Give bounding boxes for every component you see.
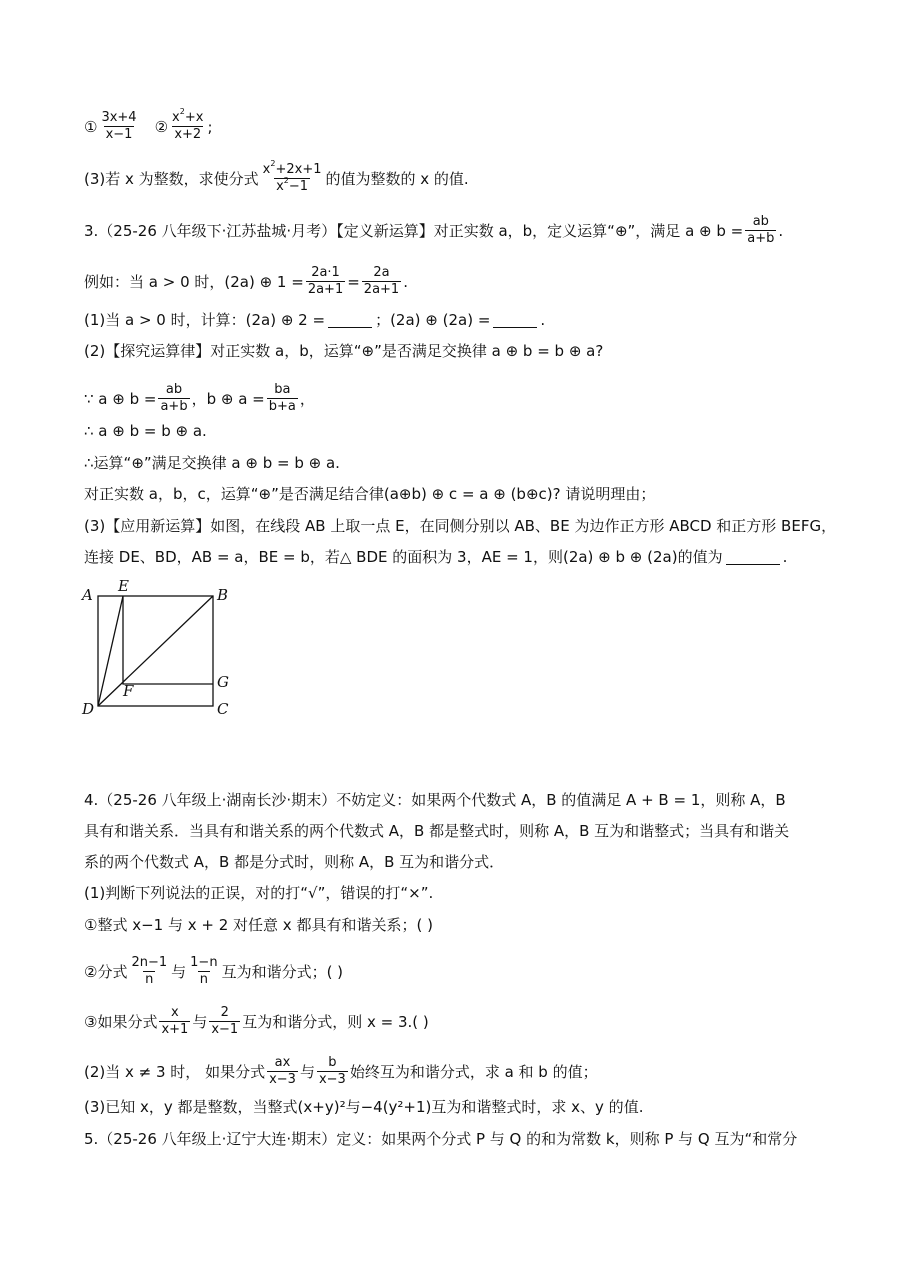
- answer-blank-2[interactable]: [493, 313, 537, 328]
- q4-item-1: ①整式 x−1 与 x + 2 对任意 x 都具有和谐关系；( ): [84, 916, 433, 934]
- q2-part3-line: (3)若 x 为整数，求使分式 $\frac{x^2+2x+1}{x^2-1}$ 的值为整数的 x 的值.: [84, 158, 469, 194]
- q2-part1-line: ① $\frac{3x+4}{x-1}$ ② $\frac{x^2+x}{x+2}$ ;: [84, 106, 213, 142]
- q3-title-line: 3.（25-26 八年级下·江苏盐城·月考）【定义新运算】对正实数 a，b，定义运算“⊕”，满足 a ⊕ b = $\frac{ab}{a+b}$ .: [84, 214, 784, 246]
- q4-part2-fraction-2: $\frac{b}{x-3}$: [318, 1055, 346, 1087]
- q3-therefore-line-1: ∴ a ⊕ b = b ⊕ a.: [84, 422, 207, 440]
- q3-part3-line-2: 连接 DE、BD，AB = a，BE = b，若△ BDE 的面积为 3，AE = 1，则(2a) ⊕ b ⊕ (2a)的值为 .: [84, 548, 788, 566]
- q4-part2-fraction-1: $\frac{ax}{x-3}$: [269, 1055, 296, 1087]
- q3-example-fraction-1: $\frac{2a\cdot 1}{2a+1}$: [307, 265, 344, 297]
- q4-part1-line: (1)判断下列说法的正误，对的打“√”，错误的打“×”.: [84, 884, 434, 902]
- q4-item3-fraction-2: $\frac{2}{x-1}$: [211, 1005, 239, 1037]
- segment-db: [98, 596, 213, 706]
- q3-part2-line: (2)【探究运算律】对正实数 a，b，运算“⊕”是否满足交换律 a ⊕ b = b ⊕ a?: [84, 342, 604, 360]
- point-label-f: F: [123, 682, 134, 700]
- point-label-e: E: [118, 577, 129, 595]
- segment-de: [98, 596, 123, 706]
- point-label-b: B: [217, 586, 229, 604]
- q3-because-fraction-1: $\frac{ab}{a+b}$: [160, 382, 188, 414]
- q2-fraction-1: $\frac{3x+4}{x-1}$: [101, 110, 137, 142]
- q3-because-fraction-2: $\frac{ba}{b+a}$: [268, 382, 296, 414]
- answer-blank-3[interactable]: [726, 550, 780, 565]
- point-label-d: D: [82, 700, 95, 718]
- q4-item3-fraction-1: $\frac{x}{x+1}$: [161, 1005, 189, 1037]
- q5-line-1: 5.（25-26 八年级上·辽宁大连·期末）定义：如果两个分式 P 与 Q 的和为常数 k，则称 P 与 Q 互为“和常分: [84, 1130, 798, 1148]
- q3-example-fraction-2: $\frac{2a}{2a+1}$: [363, 265, 400, 297]
- point-label-c: C: [217, 700, 229, 718]
- q4-line-2: 具有和谐关系．当具有和谐关系的两个代数式 A，B 都是整式时，则称 A，B 互为和谐整式；当具有和谐关: [84, 822, 790, 840]
- point-label-a: A: [82, 586, 93, 604]
- q3-example-line: 例如：当 a > 0 时，(2a) ⊕ 1 = $\frac{2a\cdot 1}{2a+1}$ = $\frac{2a}{2a+1}$ .: [84, 265, 408, 297]
- q2-fraction-2: $\frac{x^2+x}{x+2}$: [172, 106, 204, 142]
- q3-definition-fraction: $\frac{ab}{a+b}$: [747, 214, 775, 246]
- q4-part3-line: (3)已知 x，y 都是整数，当整式(x+y)²与−4(y²+1)互为和谐整式时，求 x、y 的值.: [84, 1098, 644, 1116]
- q4-part2-line: (2)当 x ≠ 3 时， 如果分式 $\frac{ax}{x-3}$ 与 $\frac{b}{x-3}$ 始终互为和谐分式，求 a 和 b 的值；: [84, 1055, 598, 1087]
- q4-item2-fraction-1: $\frac{2n-1}{n}$: [131, 955, 168, 987]
- point-label-g: G: [217, 673, 229, 691]
- q3-associative-line: 对正实数 a，b，c，运算“⊕”是否满足结合律(a⊕b) ⊕ c = a ⊕ (b⊕c)? 请说明理由；: [84, 485, 656, 503]
- q2-part3-fraction: $\frac{x^2+2x+1}{x^2-1}$: [262, 158, 322, 194]
- answer-blank-1[interactable]: [328, 313, 372, 328]
- q4-line-3: 系的两个代数式 A，B 都是分式时，则称 A，B 互为和谐分式．: [84, 853, 505, 871]
- q3-because-line: ∵ a ⊕ b = $\frac{ab}{a+b}$ ，b ⊕ a = $\frac{ba}{b+a}$ ，: [84, 382, 315, 414]
- q3-therefore-line-2: ∴运算“⊕”满足交换律 a ⊕ b = b ⊕ a.: [84, 454, 340, 472]
- q4-line-1: 4.（25-26 八年级上·湖南长沙·期末）不妨定义：如果两个代数式 A，B 的值满足 A + B = 1，则称 A，B: [84, 791, 786, 809]
- q2-label-1: ①: [84, 117, 98, 136]
- q4-item-3: ③如果分式 $\frac{x}{x+1}$ 与 $\frac{2}{x-1}$ 互为和谐分式，则 x = 3.( ): [84, 1005, 429, 1037]
- square-geometry-figure: [78, 576, 238, 718]
- q4-item2-fraction-2: $\frac{1-n}{n}$: [190, 955, 218, 987]
- q3-part3-line-1: (3)【应用新运算】如图，在线段 AB 上取一点 E，在同侧分别以 AB、BE 为边作正方形 ABCD 和正方形 BEFG，: [84, 517, 837, 535]
- q4-item-2: ②分式 $\frac{2n-1}{n}$ 与 $\frac{1-n}{n}$ 互为和谐分式；( ): [84, 955, 344, 987]
- q3-part1-line: (1)当 a > 0 时，计算：(2a) ⊕ 2 = ；(2a) ⊕ (2a) = .: [84, 311, 546, 329]
- q2-label-2: ②: [154, 117, 169, 136]
